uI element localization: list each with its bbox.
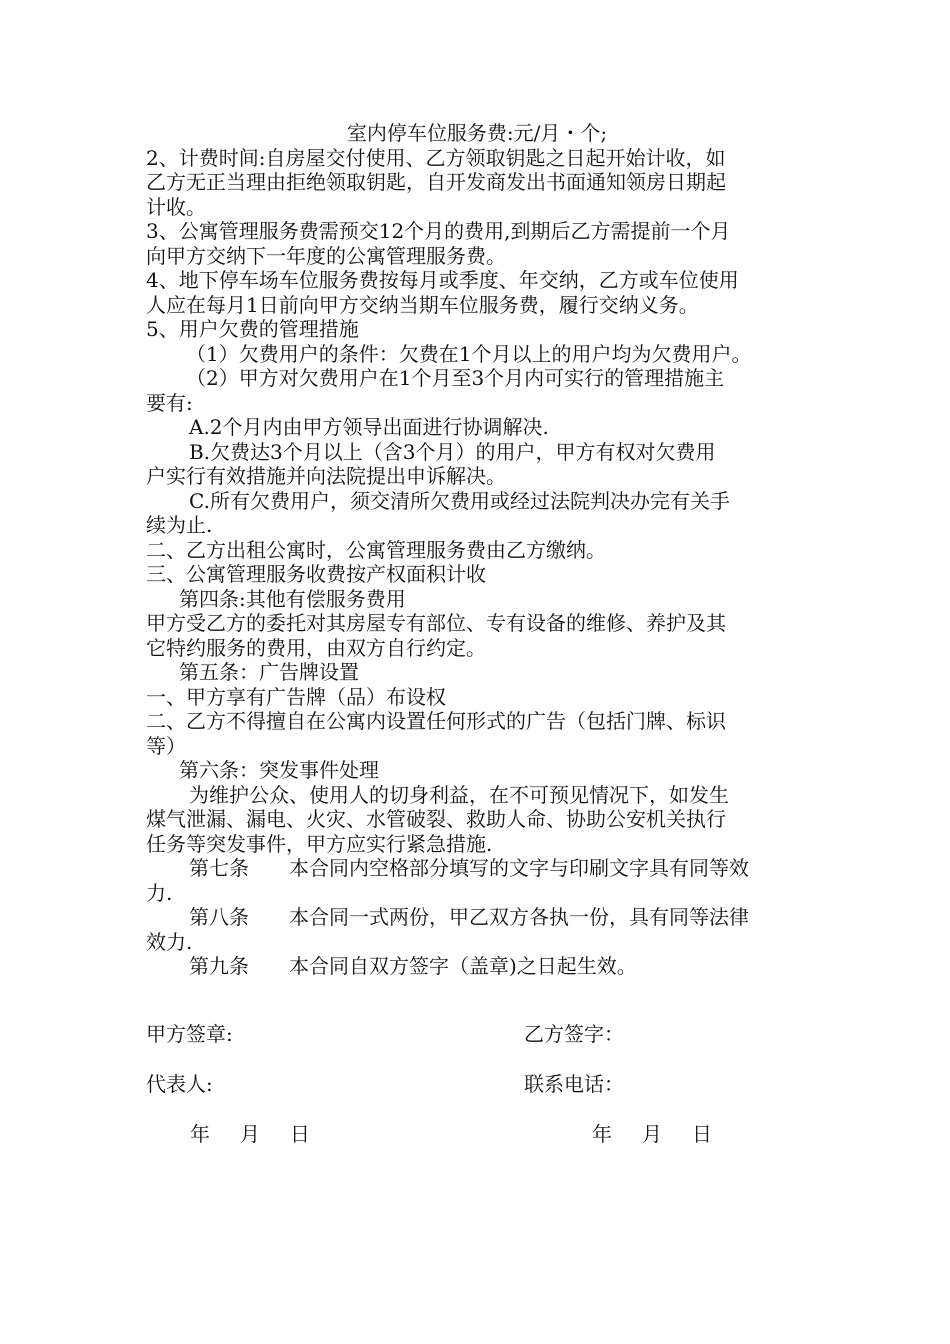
clause-2-line-3: 计收。 xyxy=(146,194,206,219)
article-4-heading: 第四条:其他有偿服务费用 xyxy=(179,586,406,611)
article-5-item-1: 一、甲方享有广告牌（品）布设权 xyxy=(146,684,446,709)
article-8-line-1: 第八条 本合同一式两份，甲乙双方各执一份，具有同等法律 xyxy=(189,905,749,929)
day-label: 日 xyxy=(692,1122,712,1146)
article-4-line-2: 它特约服务的费用，由双方自行约定。 xyxy=(146,635,486,660)
article-7-line-1: 第七条 本合同内空格部分填写的文字与印刷文字具有同等效 xyxy=(189,856,749,880)
section-2: 二、乙方出租公寓时，公寓管理服务费由乙方缴纳。 xyxy=(146,537,606,562)
month-label: 月 xyxy=(642,1122,662,1146)
fee-indoor-parking: 室内停车位服务费:元/月・个; xyxy=(346,121,608,145)
party-a-seal-label: 甲方签章: xyxy=(146,1022,233,1046)
arrears-measures-line-2: 要有: xyxy=(146,390,193,415)
year-label: 年 xyxy=(190,1122,210,1146)
measure-a: A.2个月内由甲方领导出面进行协调解决. xyxy=(189,415,549,439)
article-4-line-1: 甲方受乙方的委托对其房屋专有部位、专有设备的维修、养护及其 xyxy=(146,611,726,635)
article-6-line-1: 为维护公众、使用人的切身利益，在不可预见情况下，如发生 xyxy=(189,782,729,807)
party-b-sign-label: 乙方签字： xyxy=(524,1022,624,1046)
clause-4-line-1: 4、地下停车场车位服务费按每月或季度、年交纳，乙方或车位使用 xyxy=(146,268,739,292)
article-6-line-3: 任务等突发事件，甲方应实行紧急措施. xyxy=(146,831,493,856)
clause-3-line-1: 3、公寓管理服务费需预交12个月的费用,到期后乙方需提前一个月 xyxy=(146,219,731,243)
clause-2-line-2: 乙方无正当理由拒绝领取钥匙，自开发商发出书面通知领房日期起 xyxy=(146,170,726,194)
article-5-heading: 第五条：广告牌设置 xyxy=(179,660,359,684)
month-label: 月 xyxy=(240,1122,260,1146)
date-party-b xyxy=(592,1122,712,1146)
measure-b-line-1: B.欠费达3个月以上（含3个月）的用户，甲方有权对欠费用 xyxy=(189,439,716,464)
article-6-heading: 第六条：突发事件处理 xyxy=(179,758,379,782)
article-5-item-2-line-2: 等） xyxy=(146,733,186,758)
clause-2-line-1: 2、计费时间:自房屋交付使用、乙方领取钥匙之日起开始计收，如 xyxy=(146,145,726,170)
clause-5-heading: 5、用户欠费的管理措施 xyxy=(146,317,359,341)
date-party-a xyxy=(190,1122,310,1146)
arrears-measures-line-1: （2）甲方对欠费用户在1个月至3个月内可实行的管理措施主 xyxy=(186,366,725,390)
article-6-line-2: 煤气泄漏、漏电、火灾、水管破裂、救助人命、协助公安机关执行 xyxy=(146,807,726,831)
clause-3-line-2: 向甲方交纳下一年度的公寓管理服务费。 xyxy=(146,243,506,268)
article-8-line-2: 效力. xyxy=(146,929,193,954)
measure-c-line-1: C.所有欠费用户，须交清所欠费用或经过法院判决办完有关手 xyxy=(189,488,730,513)
measure-c-line-2: 续为止. xyxy=(146,513,213,537)
section-3: 三、公寓管理服务收费按产权面积计收 xyxy=(146,562,486,586)
year-label: 年 xyxy=(592,1122,612,1146)
clause-4-line-2: 人应在每月1日前向甲方交纳当期车位服务费，履行交纳义务。 xyxy=(146,292,699,317)
article-7-line-2: 力. xyxy=(146,880,173,905)
article-5-item-2-line-1: 二、乙方不得擅自在公寓内设置任何形式的广告（包括门牌、标识 xyxy=(146,709,726,733)
day-label: 日 xyxy=(290,1122,310,1146)
contract-body xyxy=(146,121,808,979)
arrears-condition: （1）欠费用户的条件：欠费在1个月以上的用户均为欠费用户。 xyxy=(186,341,752,366)
measure-b-line-2: 户实行有效措施并向法院提出申诉解决。 xyxy=(146,464,506,488)
article-9: 第九条 本合同自双方签字（盖章)之日起生效。 xyxy=(189,954,637,978)
contact-phone-label: 联系电话： xyxy=(524,1072,624,1096)
representative-label: 代表人: xyxy=(146,1072,213,1096)
